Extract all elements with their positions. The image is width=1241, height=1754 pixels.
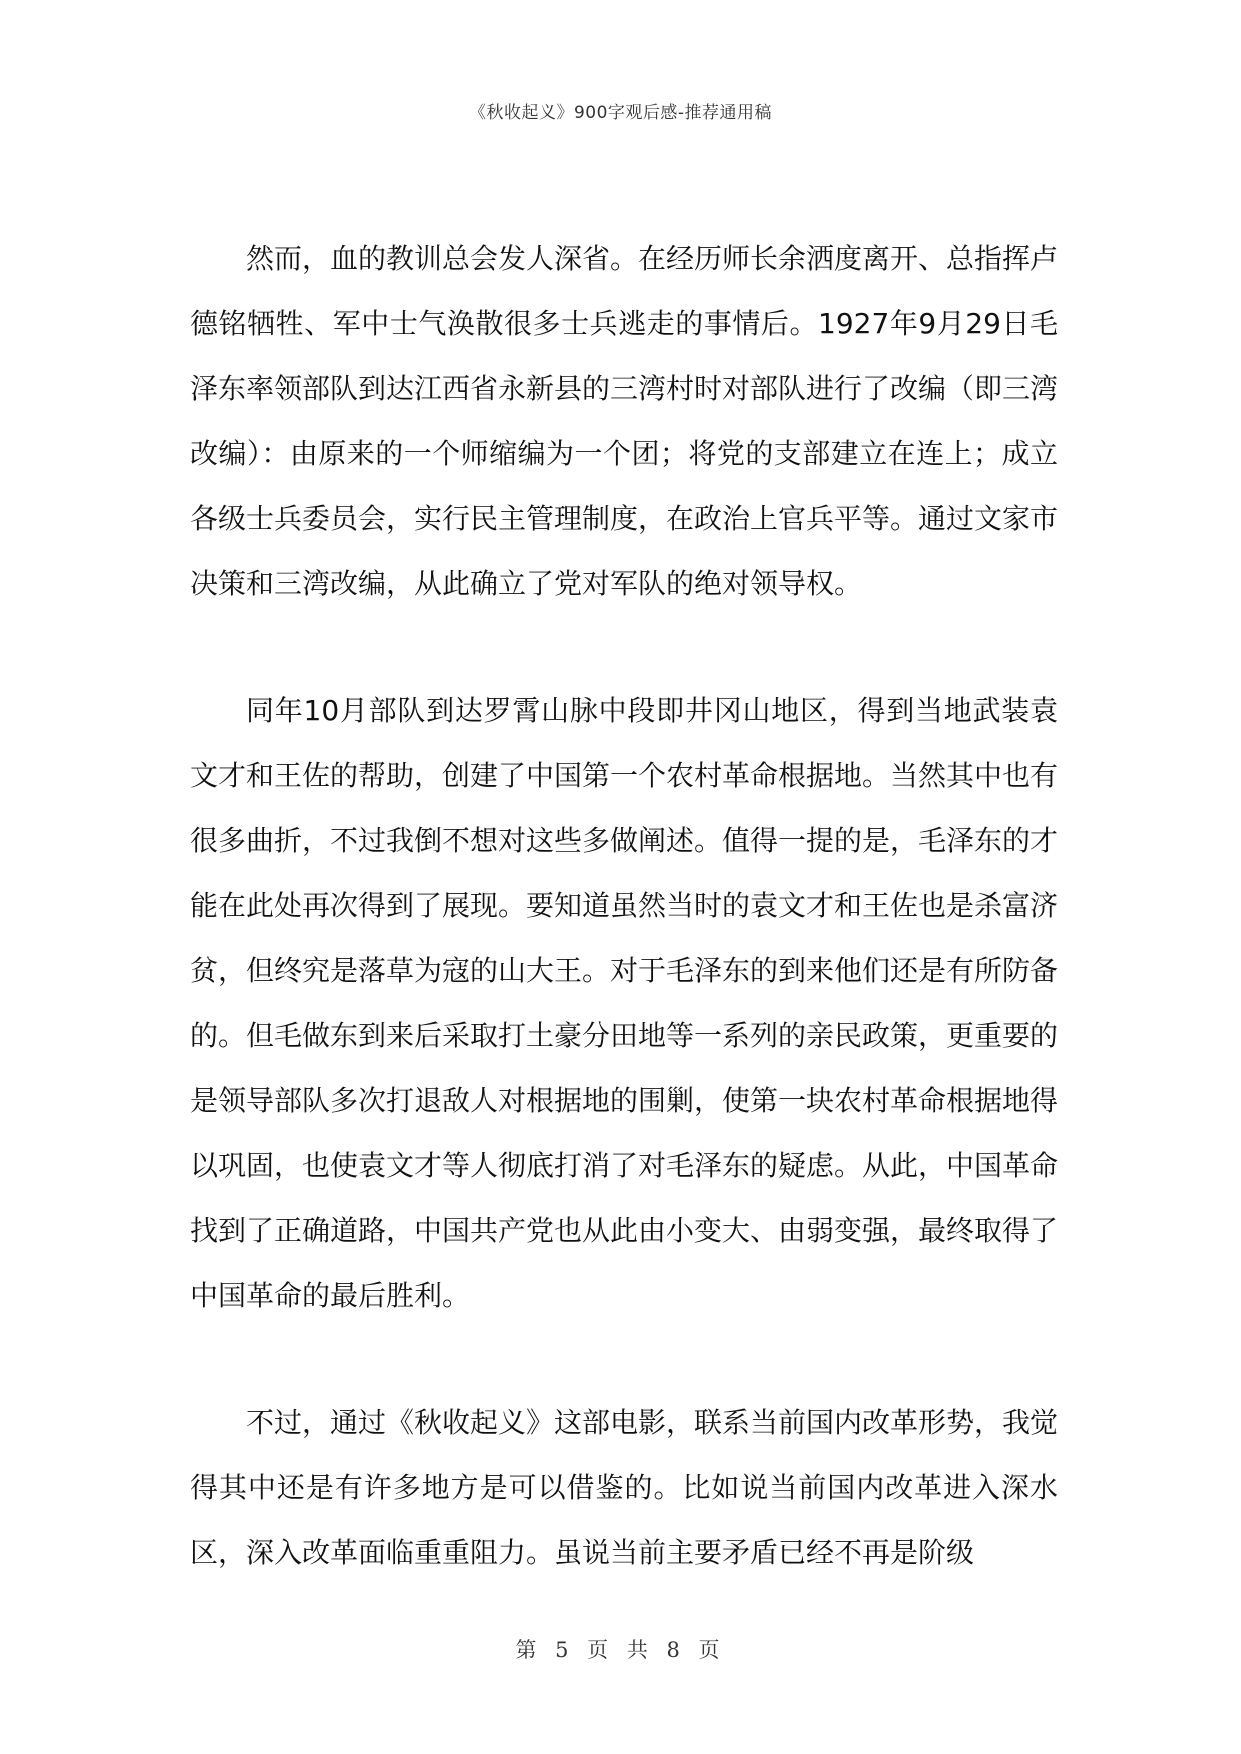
page-header: 《秋收起义》900字观后感-推荐通用稿 — [468, 103, 773, 123]
page-number: 第 5 页 共 8 页 — [515, 1638, 726, 1662]
paragraph-2: 同年10月部队到达罗霄山脉中段即井冈山地区，得到当地武装袁文才和王佐的帮助，创建了中国第一个农村革命根据地。当然其中也有很多曲折，不过我倒不想对这些多做阐述。值得一提的是，毛泽东的才能在此处再次得到了展现。要知道虽然当时的袁文才和王佐也是杀富济贫，但终究是落草为寇的山大王。对于毛泽东的到来他们还是有所防备的。但毛做东到来后采取打土豪分田地等一系列的亲民政策，更重要的是领导部队多次打退敌人对根据地的围剿，使第一块农村革命根据地得以巩固，也使袁文才等人彻底打消了对毛泽东的疑虑。从此，中国革命找到了正确道路，中国共产党也从此由小变大、由弱变强，最终取得了中国革命的最后胜利。 — [190, 694, 1059, 1312]
paragraph-3: 不过，通过《秋收起义》这部电影，联系当前国内改革形势，我觉得其中还是有许多地方是可以借鉴的。比如说当前国内改革进入深水区，深入改革面临重重阻力。虽说当前主要矛盾已经不再是阶级 — [190, 1406, 1059, 1569]
document-body — [190, 226, 1058, 1647]
paragraph-1: 然而，血的教训总会发人深省。在经历师长余洒度离开、总指挥卢德铭牺牲、军中士气涣散很多士兵逃走的事情后。1927年9月29日毛泽东率领部队到达江西省永新县的三湾村时对部队进行了改编（即三湾改编）：由原来的一个师缩编为一个团；将党的支部建立在连上；成立各级士兵委员会，实行民主管理制度，在政治上官兵平等。通过文家市决策和三湾改编，从此确立了党对军队的绝对领导权。 — [190, 242, 1059, 600]
